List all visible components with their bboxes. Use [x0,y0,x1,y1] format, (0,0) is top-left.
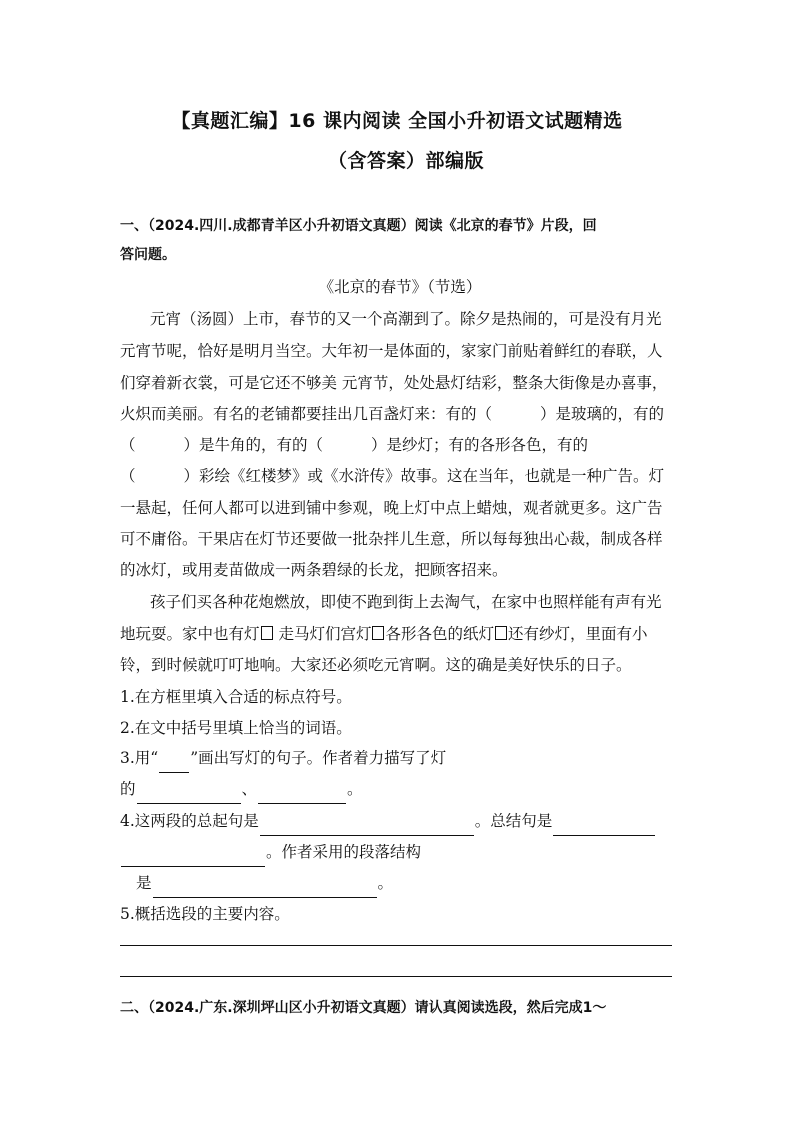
passage-text: 地玩耍。家中也有灯 [120,625,260,643]
question-1-header-cont: 答问题。 [120,247,176,263]
passage-line: 可不庸俗。干果店在灯节还要做一批杂拌儿生意，所以每每独出心裁，制成各样 [120,530,663,548]
passage-text: （ [120,467,136,485]
question-text: 。 [347,780,363,798]
passage-line [120,462,680,491]
sub-question-4 [120,807,680,836]
punctuation-box-3[interactable] [495,626,507,640]
question-text: 3.用“ [120,749,159,767]
sub-question-2: 2.在文中括号里填上恰当的词语。 [120,719,352,737]
question-2-header: 二、（2024.广东.深圳坪山区小升初语文真题）请认真阅读选段，然后完成1～ [120,1000,607,1016]
underline-sample [159,754,189,773]
answer-blank[interactable] [260,817,474,836]
passage-line [120,620,680,649]
passage-line: 孩子们买各种花炮燃放，即使不跑到街上去淘气，在家中也照样能有声有光 [150,593,662,611]
question-text: 。 [377,874,394,892]
punctuation-box-2[interactable] [372,626,384,640]
passage-text: ）是纱灯；有的各形各色，有的 [371,436,589,454]
document-subtitle: （含答案）部编版 [327,150,484,172]
passage-line: 们穿着新衣裳，可是它还不够美 元宵节，处处悬灯结彩，整条大街像是办喜事， [120,374,668,392]
passage-text: 各形各色的纸灯 [385,625,494,643]
passage-line: 的冰灯，或用麦苗做成一两条碧绿的长龙，把顾客招来。 [120,561,508,579]
passage-text: 走马灯们宫灯 [273,625,372,643]
question-text: ”画出写灯的句子。作者着力描写了灯 [190,749,447,767]
sub-question-4-cont [120,838,680,867]
passage-text: ）是牛角的，有的（ [183,436,324,454]
question-text: 、 [241,780,258,798]
sub-question-5: 5.概括选段的主要内容。 [120,905,290,923]
sub-question-3 [120,744,680,773]
document-title: 【真题汇编】16 课内阅读 全国小升初语文试题精选 [171,110,623,132]
question-text: 的 [120,780,136,798]
question-text: 。作者采用的段落结构 [266,843,422,861]
answer-blank[interactable] [121,848,265,867]
question-text: 4.这两段的总起句是 [120,812,259,830]
answer-blank[interactable] [137,785,241,804]
passage-line [120,400,680,429]
passage-text: ）彩绘《红楼梦》或《水浒传》故事。这在当年，也就是一种广告。灯 [183,467,665,485]
passage-text: 还有纱灯，里面有小 [507,625,648,643]
sub-question-1: 1.在方框里填入合适的标点符号。 [120,688,352,706]
answer-blank[interactable] [258,785,346,804]
passage-title: 《北京的春节》（节选） [318,278,482,296]
punctuation-box-1[interactable] [261,626,273,640]
passage-line: 一悬起，任何人都可以进到铺中参观，晚上灯中点上蜡烛，观者就更多。这广告 [120,499,663,517]
sub-question-3-answers [120,775,680,804]
answer-blank[interactable] [153,879,377,898]
passage-text: （ [120,436,136,454]
passage-line [120,431,680,460]
passage-line: 铃，到时候就叮叮地响。大家还必须吃元宵啊。这的确是美好快乐的日子。 [120,656,632,674]
passage-line: 元宵节呢，恰好是明月当空。大年初一是体面的，家家门前贴着鲜红的春联，人 [120,342,663,360]
question-text: 。总结句是 [474,812,553,830]
answer-line[interactable] [120,976,672,977]
passage-line: 元宵（汤圆）上市，春节的又一个高潮到了。除夕是热闹的，可是没有月光 [150,310,662,328]
question-1-header: 一、（2024.四川.成都青羊区小升初语文真题）阅读《北京的春节》片段，回 [120,218,597,234]
passage-text: ）是玻璃的，有的 [540,405,665,423]
answer-line[interactable] [120,945,672,946]
question-text: 是 [136,874,152,892]
sub-question-4-cont [136,869,696,898]
passage-text: 火炽而美丽。有名的老铺都要挂出几百盏灯来：有的（ [120,405,493,423]
answer-blank[interactable] [553,817,655,836]
